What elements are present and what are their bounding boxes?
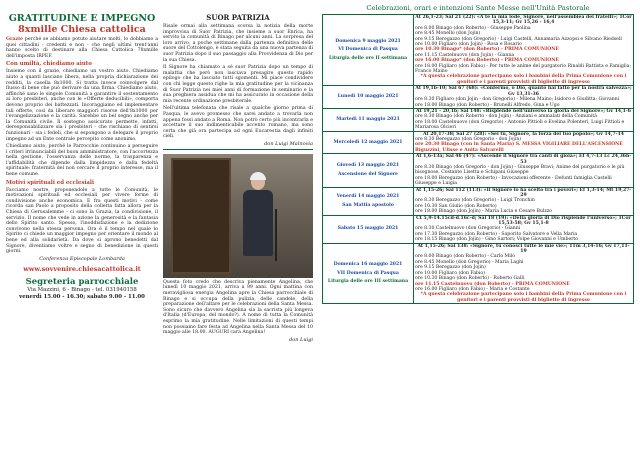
calendar-day <box>323 15 414 86</box>
calendar-day <box>323 154 414 187</box>
mass-line: ore 10.30 Binago* (don Roberto) - PRIMA COMUNIONE <box>415 47 559 53</box>
secretary-hours: venerdì 15.00 - 16.30; sabato 9.00 - 11.00 <box>19 293 145 300</box>
mass-line: ore 18.00 Binago (don Roberto) - Brunelli Alfredo, Gina e Ugo <box>415 102 560 108</box>
day-feast: Ascensione del Signore <box>338 171 398 177</box>
mass-line: ore 20.30 Binago (con in Santa Maria) S. MESSA VIGILIARE DELL'ASCENSIONE Biguzzini, Ulisse e Anita Salvarelli <box>415 142 623 153</box>
day-label: Domenica 16 maggio 2021 <box>333 262 403 268</box>
patrizia-paragraph-3: Nell'ultima telefonata che risale a qualche giorno prima di Pasqua, le avevo promesso che sarei andato a trovarla non appena fossi andato a Roma. Non potrò certo più incontrarla e accettare il suo indimenticabile accento romano, ma sono certa che già ora partecipa ad ogni Eucarestia dagli infiniti cieli. <box>163 106 313 140</box>
section-heading-motivi: Motivi spirituali ed ecclesiali <box>6 179 94 186</box>
angelina-figure <box>243 174 273 264</box>
calendar-events <box>414 243 634 303</box>
calendar-day <box>323 131 414 154</box>
calendar-events <box>414 215 634 243</box>
calendar-row <box>323 131 634 154</box>
paragraph-aiuto: Insieme con il grazie, chiediamo un vostro aiuto. Chiediamo aiuto a quanti lasciano libera, nella propria dichiarazione dei redditi, la casella 8x1000. Si tratta invece coinvolgere dal flusso di bene che può derivare da una firma. Chiediamo aiuto, affinché sano le singole Comunità a garantire il sostentamento ai loro presbiteri, anche con le «Offerte deducibili», comporta devono proprio dei battezzati. Incoraggiamo ed implementare tali offerte, così da liberare maggiori risorse dell'8x1000 per l'evangelizzazione e la carità. Sarebbe un bel segno anche per la Comunità civile. Il sostegno assicurato permette, infatti, deresponsabilizzare sia i presbiteri - che rischiano di sentirsi funzionari - sia i fedeli, che si espongono a delegare il proprio impegno ad un Ente centrale percepito come anonimo. <box>6 69 158 142</box>
calendar-row <box>323 243 634 303</box>
mass-line: ore 8.45 Monello (don Jojin) <box>415 31 481 37</box>
column-gratitude <box>6 0 158 301</box>
grazie-word: Grazie <box>6 37 23 42</box>
church-door <box>171 158 231 274</box>
mass-line: *A questa celebrazione partecipano solo i bambini della Prima Comunione con i genitori e i parenti provvisti di biglietto di ingresso <box>420 292 627 303</box>
calendar-row <box>323 215 634 243</box>
readings-line: At 20,17-38; Sal 27 (28): «Sei tu, Signore, la forza del tuo popolo»; Gv 14,7-14 <box>423 131 624 137</box>
mass-line: ore 8.30 Binago (don Gregorio - don Jojin) - Giuseppe Bravi; Anime del purgatorio e le più bisognose, Costante Lisetta e Schipani Giuseppe <box>415 164 625 176</box>
calendar-row <box>323 86 634 109</box>
mass-line: ore 10.30 Binago (don Roberto) - Roberto Galli <box>415 276 525 282</box>
section-heading-aiuto: Con umiltà, chiediamo aiuto <box>6 61 92 68</box>
mass-line: ore 9.15 Beregazzo (don Jojin) <box>415 265 486 271</box>
day-feast: San Mattia apostolo <box>342 202 394 208</box>
gratitude-title: GRATITUDINE E IMPEGNO <box>8 13 156 24</box>
patrizia-paragraph-1: Risale ormai alla settimana scorsa la notizia della morte improvvisa di Suor Patrizia, che insieme a suor Enrica, ha servito la comunità di Binago per alcuni anni. La sorpresa del loro arrivo, a poche settimane dalla partenza definitiva delle suore del Cottolengo, è stata seguita da una nuova partenza di suor Patrizia dopo il suo passaggio alla Provvidenza di Dio per la sua Chiesa. <box>163 24 313 63</box>
readings-line: At 19,21 - 20,1b; Sal 148: «Risplende nell'universo la gloria del Signore»; Gv 14,1-6 <box>416 108 631 114</box>
readings-line: At 1,15-26; Sal 138: «Signore, tu conosci tutte le mie vie»; 1Tm 3,14-16; Gv 17,11-19 <box>417 243 630 255</box>
calendar-row <box>323 187 634 215</box>
liturgy-week: Liturgia delle ore III settimana <box>327 279 409 285</box>
calendar-events <box>414 131 634 154</box>
angelina-signature: don Luigi <box>289 336 313 343</box>
calendar-events <box>414 154 634 187</box>
gratitude-subtitle: 8xmille Chiesa cattolica <box>18 24 146 35</box>
readings-line: At 1,15-26; Sal 112 (113): «Il Signore lo ha scelto tra i poveri»; Ef 1,3-14; Mt 19,27-29 <box>415 187 632 198</box>
mass-line: ore 8.30 Binago (don Roberto - don Jojin) - Anziani e ammalati della Comunità <box>415 114 598 120</box>
mass-line: ore 8.30 Beregazzo (don Gregorio - don Jojin) <box>415 136 522 142</box>
gratitude-intro <box>6 37 158 59</box>
mass-line: *A questa celebrazione partecipano solo i bambini della Prima Comunione con i genitori e i parenti provvisti di biglietto di ingresso <box>420 74 627 85</box>
column-suor-patrizia <box>163 0 313 343</box>
walking-cane <box>275 209 277 261</box>
angelina-paragraph: Questa foto credo che descriva pienamente Angelina, che lunedì 10 maggio 2021, arriva a 99 anni. Ogni mattina con meravigliosa energia Angelina apre la Chiesa parrocchiale di Binago e si occupa della pulizia, delle candele, della preparazione dell'altare per le celebrazioni della Santa Messa. Sono sicuro che davvero Angelina sia la sacrista più longeva d'Italia (d'Europa, del mondo?). A nome di tutta la Comunità esprimo la mia gratitudine. Nelle limitazioni di questi tempi non possiamo fare festa ad Angelina nella Santa Messa del 10 maggio alle 18.00. AUGURI cara Angelina! <box>163 279 313 336</box>
mass-line: ore 11.15 Castelnuovo (don Roberto) - PRIMA COMUNIONE <box>415 281 570 287</box>
day-label: Domenica 9 maggio 2021 <box>335 39 401 45</box>
secretary-title: Segreteria parrocchiale <box>25 276 139 287</box>
patrizia-paragraph-2: Il Signore ha chiamato a sé suor Patrizia dopo un tempo di malattia che però non lasciava presagire questo rapido epilogo che ha lasciato tutti sgomenti. Mi piace condividere con chi legge questo righe la mia gratitudine per la vicinanza di Suor Patrizia nei miei anni di formazione in seminario e la sua preghiera assidua che mi ha assicurato in occasione della mia recente ordinazione presbiterale. <box>163 65 313 104</box>
calendar-row <box>323 108 634 131</box>
mass-line: ore 8.00 Binago (don Roberto) - Carlo Milo <box>415 254 515 260</box>
calendar-row <box>323 154 634 187</box>
readings-line: At 1,6-13a; Sal 46 (47): «Ascende il Signore tra canti di gioia»; Ef 4,7-13 Lc 24,36b-53 <box>415 154 632 165</box>
mass-line: ore 18.00 Binago (don Jojin) - Maria Lucia e Cesare Bulzzo <box>415 209 552 215</box>
readings-line: Ct 5,9-14.15cd-d.16c-d; Sal 18 (19): «Della gloria di Dio risplende l'universo»; 1Cor 15,53-58; Gv 15,1-8 <box>416 215 631 227</box>
day-feast: VII Domenica di Pasqua <box>337 270 399 276</box>
mass-line: ore 8.30 Beregazzo (don Gregorio) - Luigi Tronchin <box>415 198 535 204</box>
day-label: Giovedì 13 maggio 2021 <box>336 163 400 169</box>
mass-line: ore 8.45 Monello (don Gregorio) - Maria Laghi <box>415 259 524 265</box>
calendar-day <box>323 187 414 215</box>
mass-line: ore 18.15 Binago (don Jojin) - Gino Sartori; Volpe Giovanni e Umberto <box>415 237 578 243</box>
signature-cel: Conferenza Episcopale Lombarda <box>39 255 125 262</box>
calendar-row <box>323 15 634 86</box>
mass-line: ore 16.00 Figliaro (don Fabio) - Maria e Costante <box>415 286 530 292</box>
day-label: Martedì 11 maggio 2021 <box>336 117 400 123</box>
calendar-day <box>323 108 414 131</box>
mass-line: ore 10.00 Figliaro (don Fabio) <box>415 270 485 276</box>
secretary-address: Via Mazzini, 6 - Binago - tel. 031940158 <box>27 286 137 293</box>
calendar-heading: Celebrazioni, orari e intenzioni Sante Messe nell'Unità Pastorale <box>366 4 590 12</box>
website-link[interactable]: www.sovvenire.chiesacattolica.it <box>23 264 141 273</box>
mass-line: ore 11.15 Castelnuovo (don Jojin) - Gianna <box>415 52 515 58</box>
readings-line: At 26,1-23; Sal 21 (22): «A te la mia lode, Signore, nell'assemblea dei fratelli»; 1Cor 15,3-11; Gv 15,26 - 16,4 <box>415 15 632 26</box>
readings-line: At 19,1b-10; Sal 67 (68): «Confermo, o Dio, quanto hai fatto per la nostra salvezza»; Gv 13,31-36 <box>415 86 632 97</box>
calendar-day <box>323 243 414 303</box>
angelina-photo <box>163 154 313 278</box>
day-label: Venerdì 14 maggio 2021 <box>336 194 400 200</box>
mass-line: ore 8.30 Figliaro (don Jojin - don Gregorio) - Milena Maino; Isidoro e Giuditta; Giovanni <box>415 97 620 103</box>
mass-line: ore 18.00 Figliaro (don Fabio) - Per tutte le anime del purgatorio Rinaldi Battista e Famiglia; Franco Maino <box>415 63 631 75</box>
calendar-events <box>414 86 634 109</box>
mass-line: ore 8.00 Binago (don Roberto) - Giuseppe Paolina <box>415 25 531 31</box>
gratitude-intro-text: perché se abbiamo potuto aiutare molti, lo dobbiamo a quei cittadini - credenti e non - che negli ultimi trent'anni hanno scelto di destinare alla Chiesa Cattolica 78xmille dell'imposta IRPEF. <box>6 37 158 59</box>
calendar-day <box>323 86 414 109</box>
patrizia-signature: don Luigi Malnovia <box>264 140 313 147</box>
mass-line: ore 9.15 Beregazzo (don Gregorio) - Luigi Castelli, Annamaria Azzopsi e Silvano Riedsell <box>415 36 622 42</box>
liturgy-week: Liturgia delle ore II settimana <box>328 55 408 61</box>
column-celebrazioni <box>322 0 634 304</box>
mass-line: ore 18.00 Beregazzo (don Roberto) - Invocazioni offerente - Defunti famiglia Castelli Giuseppe e Luigia <box>415 175 612 187</box>
mass-line: ore 8.30 Castelnuovo (don Gregorio) - Gianni <box>415 226 521 232</box>
mass-line: ore 16.00 Binago* (don Roberto) - PRIMA COMUNIONE <box>415 58 559 64</box>
day-feast: VI Domenica di Pasqua <box>338 47 398 53</box>
mass-line: ore 10.00 Figliaro (don Jojin) - Rosa e Rosario <box>415 42 522 48</box>
calendar-events <box>414 187 634 215</box>
day-label: Sabato 15 maggio 2021 <box>337 226 399 232</box>
mass-line: ore 10.30 San Giulio (don Roberto) <box>415 203 497 209</box>
divider <box>163 149 313 150</box>
day-label: Mercoledì 12 maggio 2021 <box>333 139 403 145</box>
suor-patrizia-title: SUOR PATRIZIA <box>206 13 270 22</box>
mass-line: ore 17.30 Beregazzo (don Roberto) - Saporito Salvatore e Vella Maria <box>415 231 578 237</box>
calendar-events <box>414 108 634 131</box>
day-label: Lunedì 10 maggio 2021 <box>337 94 399 100</box>
paragraph-parrocchie: Chiediamo aiuto, perché le Parrocchie continuino a perseguire i criteri irrinunciabili del buon amministratore, con l'accortezza nella gestione, l'osservanza delle norme, la trasparenza e l'affidabilità che dipende dalla limpidezza e dalla fedeltà spirituale: fraternità del non cercare il proprio interesse, ma il bene comune. <box>6 144 158 178</box>
calendar-events <box>414 15 634 86</box>
mass-line: ore 18.00 Castelnuovo (don Gregorio) - Antonio Pittioli e Evelina Polenterì, Luigi Fittioli e Mariarosa Olcieri <box>415 119 625 131</box>
mass-calendar <box>322 14 634 304</box>
paragraph-motivi: Facciamo nostre, proponendole a tutte le Comunità, le motivazioni spirituali ed ecclesiali per vivere forme di condivisione anche economica. E fra questi motivi - come ricorda san Paolo a proposito della colletta fatta allora per la Chiesa di Gerusalemme - ci sono la Grazia, la condivisione, il servizio. Il nome che vede in azione la generosità e la fantasia dello Spirito santo. Spesso, l'inoddisfazione e la dedizione convivono nella stessa persona. Ora è il tempo nel quale lo Spirito ci chiede un maggior impegno per orientare il mondo al bene ed alla solidarietà. Da dove si aprono benedetti dal Signore, diventiamo voltre e segno di benedizione in questi giorni. <box>6 187 158 255</box>
calendar-day <box>323 215 414 243</box>
